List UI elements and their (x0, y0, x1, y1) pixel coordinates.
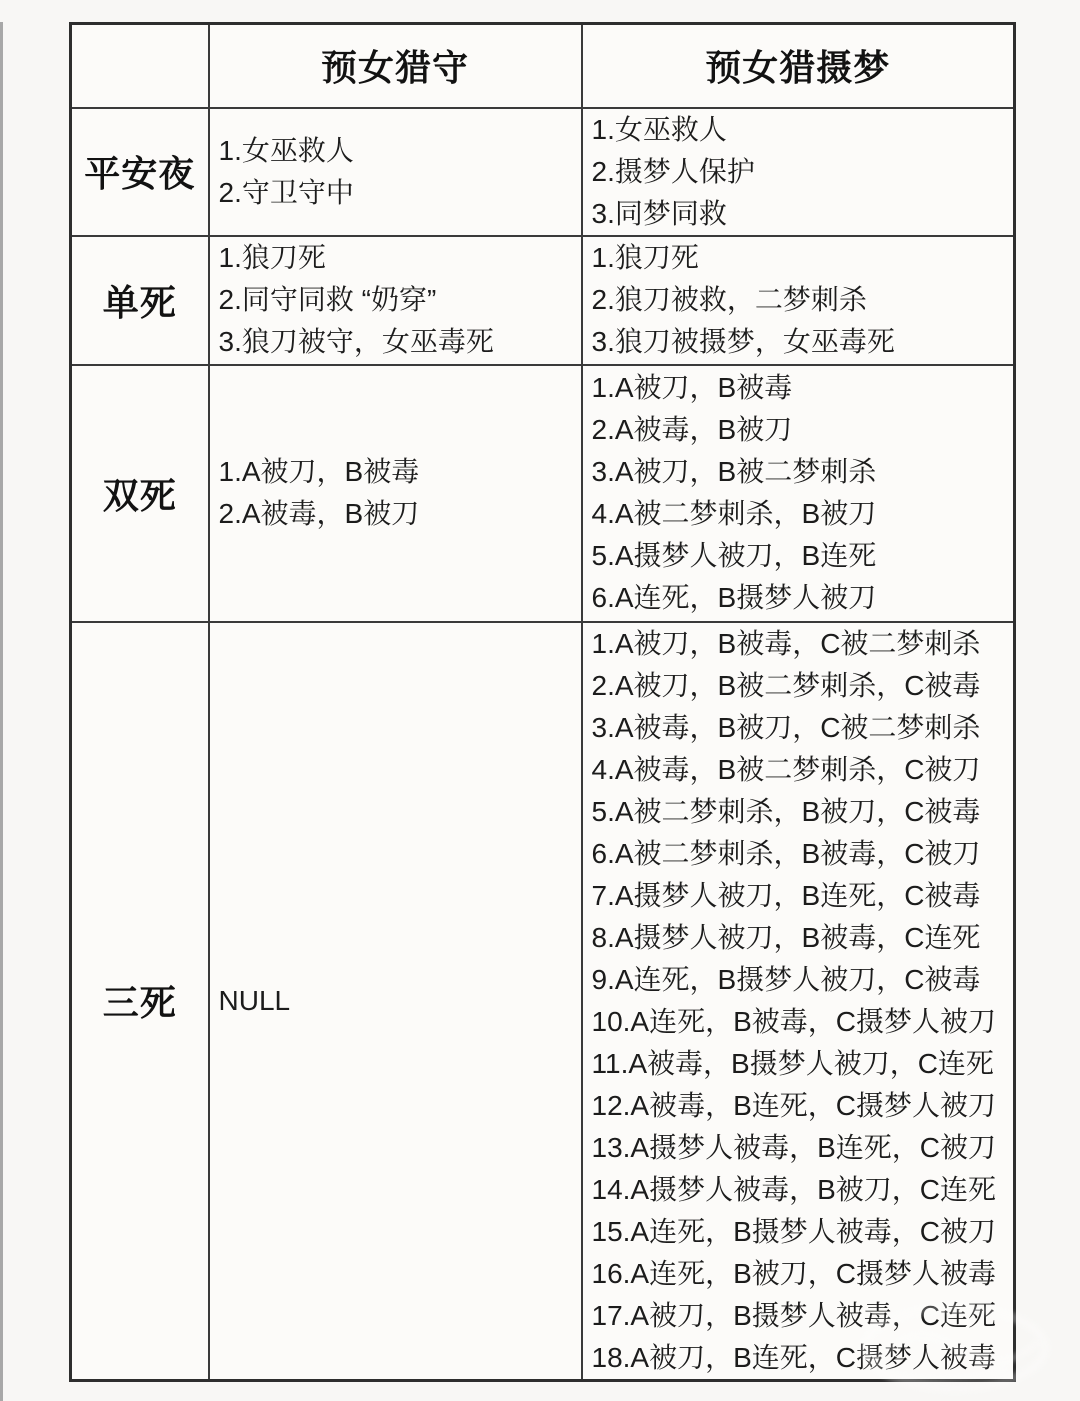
cell-dream (582, 236, 1015, 365)
cell-line: 2.A被刀，B被二梦刺杀，C被毒 (591, 669, 981, 701)
table-row (71, 236, 1015, 365)
cell-line: 3.A被毒，B被刀，C被二梦刺杀 (591, 711, 981, 743)
cell-line: 2.狼刀被救，二梦刺杀 (591, 284, 867, 315)
cell-line: 2.守卫守中 (218, 176, 354, 208)
cell-line: 3.狼刀被守，女巫毒死 (218, 326, 494, 357)
table-row (71, 108, 1015, 236)
scenario-table (69, 22, 1016, 1382)
cell-line: 4.A被毒，B被二梦刺杀，C被刀 (591, 753, 981, 785)
cell-line: 2.A被毒，B被刀 (218, 498, 420, 529)
cell-line: 2.同守同救 “奶穿” (218, 284, 437, 315)
cell-line: 3.A被刀，B被二梦刺杀 (591, 456, 877, 487)
cell-dream (582, 622, 1015, 1381)
cell-line: 6.A被二梦刺杀，B被毒，C被刀 (591, 837, 981, 869)
cell-line: 2.A被毒，B被刀 (591, 414, 793, 445)
cell-line: 18.A被刀，B连死，C摄梦人被毒 (591, 1341, 996, 1373)
cell-dream (582, 365, 1015, 622)
cell-line: 11.A被毒，B摄梦人被刀，C连死 (591, 1047, 994, 1079)
row-label: 单死 (71, 236, 209, 365)
cell-line: 3.狼刀被摄梦，女巫毒死 (591, 326, 895, 357)
row-label: 平安夜 (71, 108, 209, 236)
table-body (71, 108, 1015, 1381)
row-label: 三死 (71, 622, 209, 1381)
table-row (71, 622, 1015, 1381)
cell-line: 1.狼刀死 (591, 242, 699, 273)
cell-line: 2.摄梦人保护 (591, 155, 755, 187)
cell-line: 4.A被二梦刺杀，B被刀 (591, 498, 877, 529)
row-label: 双死 (71, 365, 209, 622)
cell-line: 13.A摄梦人被毒，B连死，C被刀 (591, 1131, 996, 1163)
cell-line: 16.A连死，B被刀，C摄梦人被毒 (591, 1257, 996, 1289)
header-row (71, 24, 1015, 108)
cell-guard (209, 365, 582, 622)
cell-line: 12.A被毒，B连死，C摄梦人被刀 (591, 1089, 996, 1121)
cell-line: 1.A被刀，B被毒 (218, 456, 420, 487)
cell-line: 5.A摄梦人被刀，B连死 (591, 540, 877, 571)
cell-guard (209, 622, 582, 1381)
cell-line: 7.A摄梦人被刀，B连死，C被毒 (591, 879, 981, 911)
cell-line: 1.女巫救人 (591, 113, 727, 145)
cell-line: NULL (218, 984, 291, 1016)
table-row (71, 365, 1015, 622)
cell-line: 17.A被刀，B摄梦人被毒，C连死 (591, 1299, 996, 1331)
scan-edge-artifact (0, 22, 3, 1401)
cell-line: 8.A摄梦人被刀，B被毒，C连死 (591, 921, 981, 953)
cell-line: 1.女巫救人 (218, 134, 354, 166)
cell-dream (582, 108, 1015, 236)
cell-guard (209, 236, 582, 365)
cell-line: 1.A被刀，B被毒，C被二梦刺杀 (591, 627, 981, 659)
cell-guard (209, 108, 582, 236)
cell-line: 3.同梦同救 (591, 197, 727, 229)
column-header-dream: 预女猎摄梦 (582, 24, 1015, 108)
cell-line: 15.A连死，B摄梦人被毒，C被刀 (591, 1215, 996, 1247)
cell-line: 9.A连死，B摄梦人被刀，C被毒 (591, 963, 981, 995)
cell-line: 10.A连死，B被毒，C摄梦人被刀 (591, 1005, 996, 1037)
cell-line: 14.A摄梦人被毒，B被刀，C连死 (591, 1173, 996, 1205)
cell-line: 1.A被刀，B被毒 (591, 372, 793, 403)
cell-line: 5.A被二梦刺杀，B被刀，C被毒 (591, 795, 981, 827)
column-header-guard: 预女猎守 (209, 24, 582, 108)
cell-line: 1.狼刀死 (218, 242, 326, 273)
corner-cell (71, 24, 209, 108)
cell-line: 6.A连死，B摄梦人被刀 (591, 582, 877, 613)
